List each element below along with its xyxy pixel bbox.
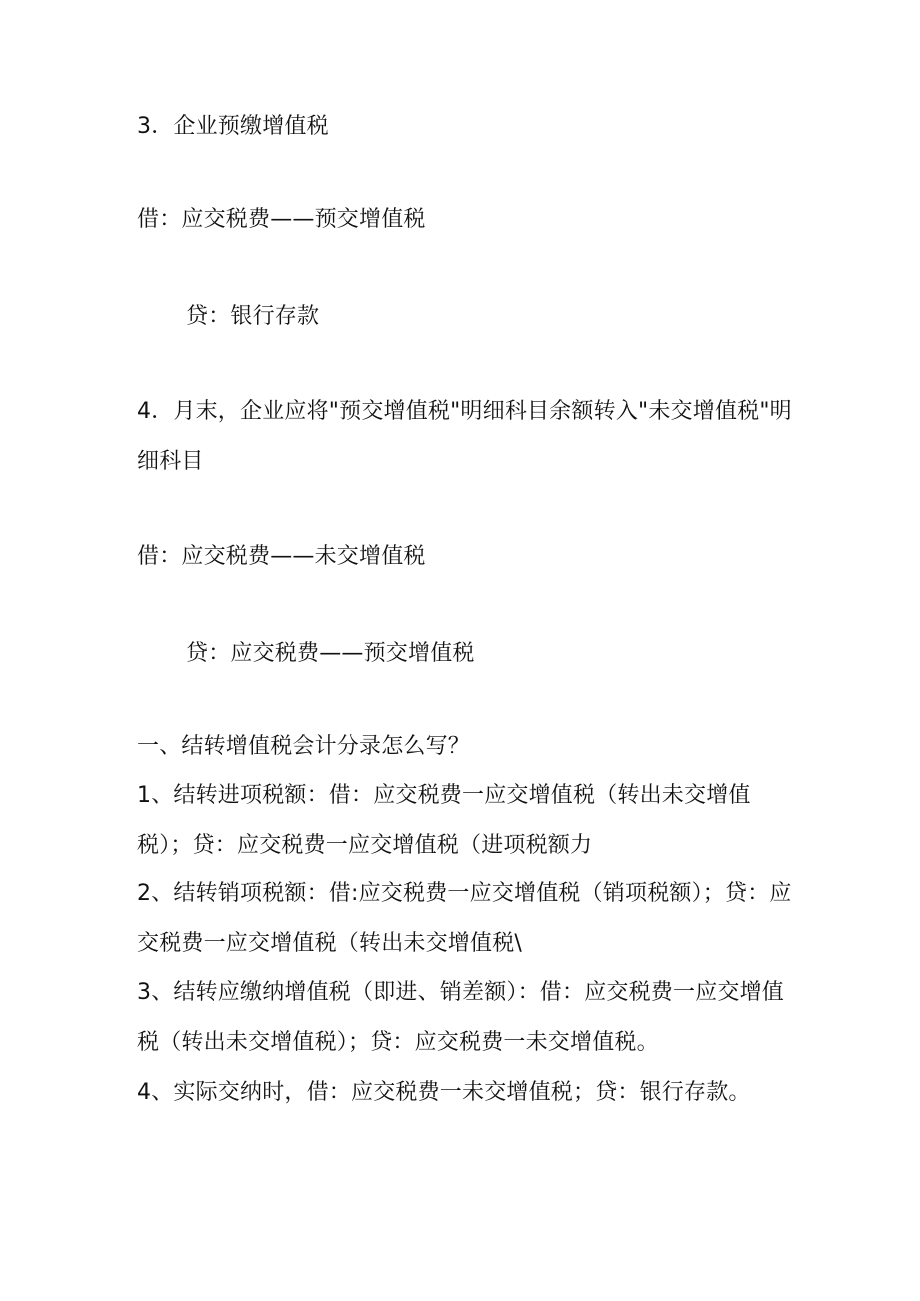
item3-debit-entry: 借：应交税费——预交增值税: [137, 207, 426, 232]
item4-title: 4．月末，企业应将"预交增值税"明细科目余额转入"未交增值税"明细科目: [137, 399, 792, 474]
list-item-1: 1、结转进项税额：借：应交税费一应交增值税（转出未交增值税）；贷：应交税费一应交增值税（进项税额力: [137, 783, 751, 858]
list-item-4: 4、实际交纳时，借：应交税费一未交增值税；贷：银行存款。: [137, 1080, 751, 1105]
list-item-3: 3、结转应缴纳增值税（即进、销差额）：借：应交税费一应交增值税（转出未交增值税）；贷：应交税费一未交增值税。: [137, 980, 784, 1055]
item4-debit-entry: 借：应交税费——未交增值税: [137, 544, 426, 569]
section-heading: 一、结转增值税会计分录怎么写？: [137, 734, 471, 759]
item4-credit-entry: 贷：应交税费——预交增值税: [186, 641, 475, 666]
item3-credit-entry: 贷：银行存款: [186, 304, 320, 329]
list-item-2: 2、结转销项税额：借:应交税费一应交增值税（销项税额）；贷：应交税费一应交增值税（转出未交增值税\: [137, 881, 792, 956]
item3-title: 3．企业预缴增值税: [137, 114, 329, 139]
